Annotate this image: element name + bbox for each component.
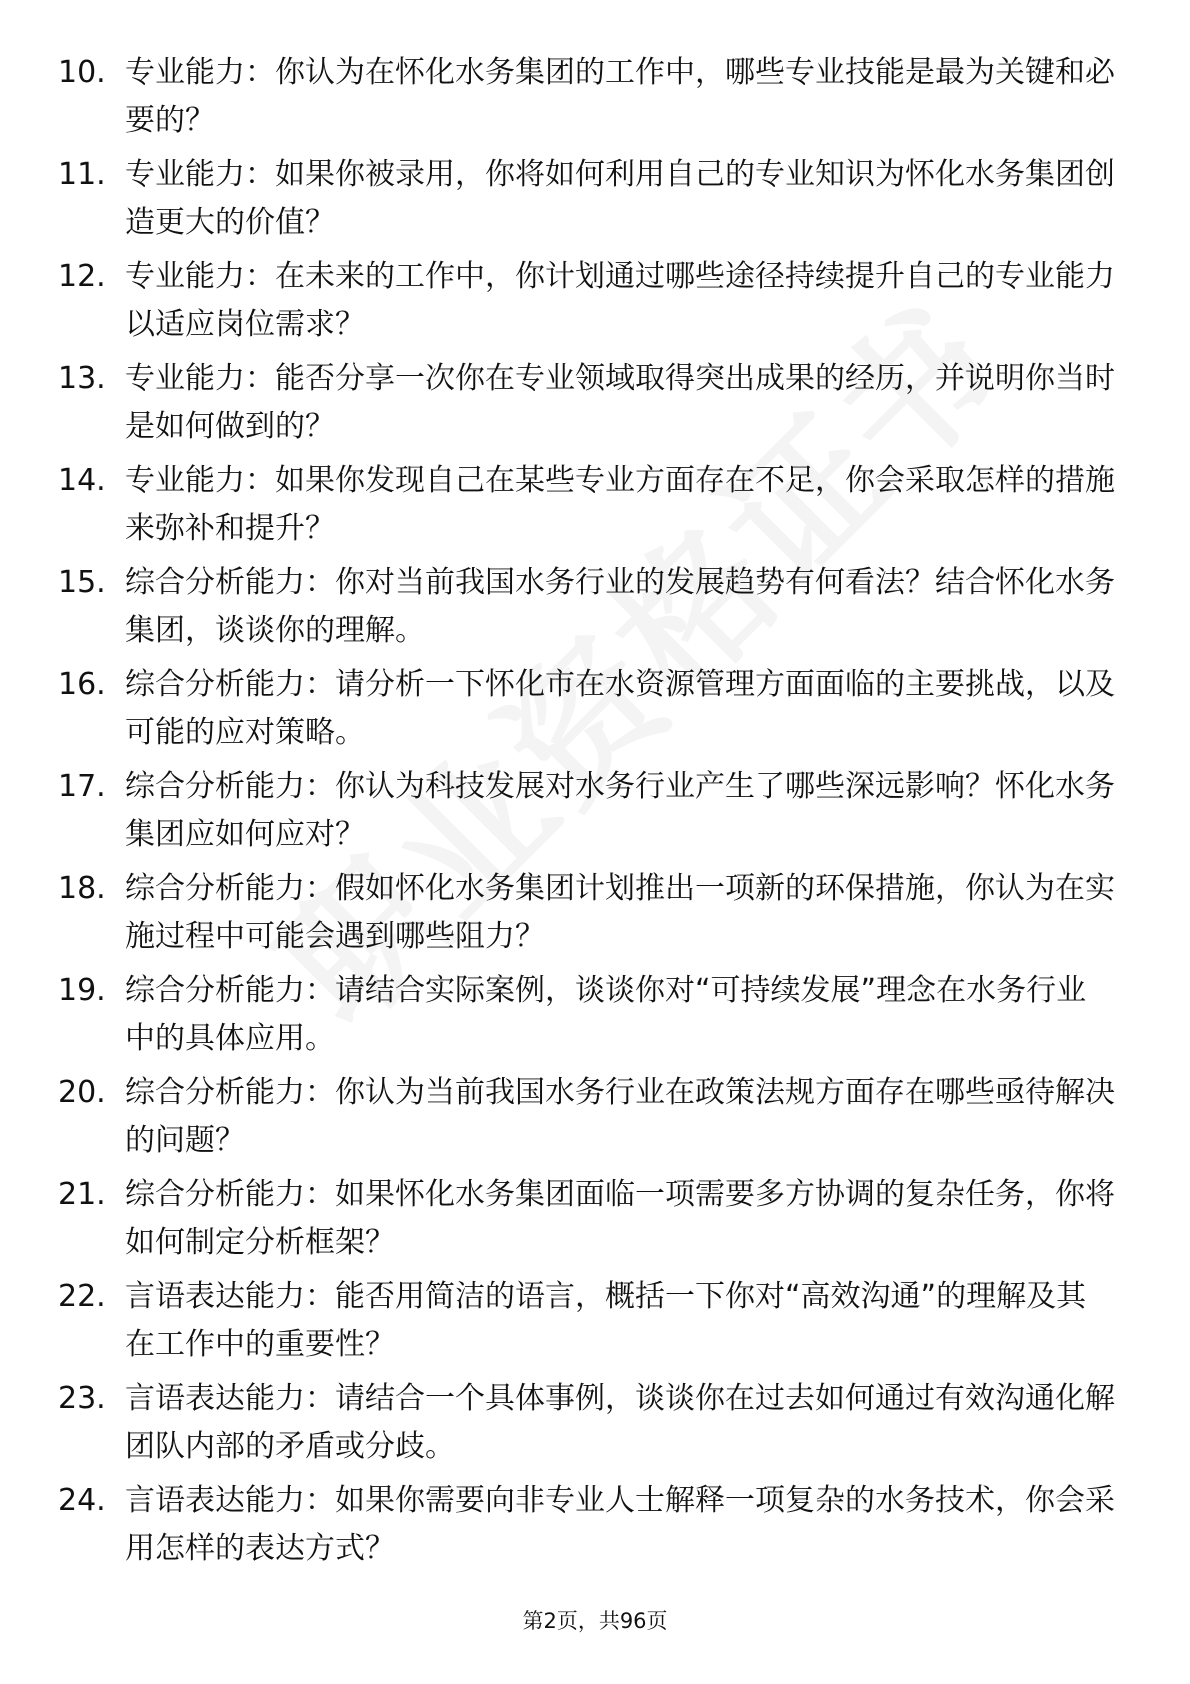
question-item: [0, 151, 1190, 253]
question-text: 言语表达能力：如果你需要向非专业人士解释一项复杂的水务技术，你会采用怎样的表达方式？: [125, 1483, 1115, 1566]
question-text: 综合分析能力：你认为当前我国水务行业在政策法规方面存在哪些亟待解决的问题？: [125, 1075, 1115, 1158]
question-number: 13.: [58, 361, 106, 396]
question-number: 12.: [58, 259, 106, 294]
question-number: 14.: [58, 463, 106, 498]
question-item: [0, 457, 1190, 559]
question-text: 综合分析能力：你对当前我国水务行业的发展趋势有何看法？结合怀化水务集团，谈谈你的理解。: [125, 565, 1115, 648]
question-item: [0, 559, 1190, 661]
question-item: [0, 1069, 1190, 1171]
question-text: 专业能力：在未来的工作中，你计划通过哪些途径持续提升自己的专业能力以适应岗位需求？: [125, 259, 1115, 342]
question-item: [0, 865, 1190, 967]
question-text: 综合分析能力：请结合实际案例，谈谈你对“可持续发展”理念在水务行业中的具体应用。: [125, 973, 1087, 1056]
question-text: 专业能力：能否分享一次你在专业领域取得突出成果的经历，并说明你当时是如何做到的？: [125, 361, 1115, 444]
question-item: [0, 1171, 1190, 1273]
question-item: [0, 967, 1190, 1069]
question-number: 20.: [58, 1075, 106, 1110]
question-text: 综合分析能力：假如怀化水务集团计划推出一项新的环保措施，你认为在实施过程中可能会遇到哪些阻力？: [125, 871, 1115, 954]
question-number: 24.: [58, 1483, 106, 1518]
page-number-label: 第2页，共96页: [522, 1609, 668, 1633]
question-item: [0, 1273, 1190, 1375]
question-item: [0, 1375, 1190, 1477]
question-number: 11.: [58, 157, 106, 192]
question-number: 21.: [58, 1177, 106, 1212]
question-text: 言语表达能力：能否用简洁的语言，概括一下你对“高效沟通”的理解及其在工作中的重要性？: [125, 1279, 1087, 1362]
question-text: 专业能力：如果你发现自己在某些专业方面存在不足，你会采取怎样的措施来弥补和提升？: [125, 463, 1115, 546]
question-number: 16.: [58, 667, 106, 702]
question-number: 23.: [58, 1381, 106, 1416]
question-number: 22.: [58, 1279, 106, 1314]
question-text: 言语表达能力：请结合一个具体事例，谈谈你在过去如何通过有效沟通化解团队内部的矛盾或分歧。: [125, 1381, 1115, 1464]
question-text: 综合分析能力：请分析一下怀化市在水资源管理方面面临的主要挑战，以及可能的应对策略。: [125, 667, 1115, 750]
question-list: [0, 49, 1190, 1579]
question-item: [0, 763, 1190, 865]
page-footer: [0, 1606, 1190, 1636]
question-item: [0, 355, 1190, 457]
question-text: 专业能力：你认为在怀化水务集团的工作中，哪些专业技能是最为关键和必要的？: [125, 55, 1115, 138]
question-item: [0, 253, 1190, 355]
question-item: [0, 49, 1190, 151]
question-number: 10.: [58, 55, 106, 90]
question-text: 专业能力：如果你被录用，你将如何利用自己的专业知识为怀化水务集团创造更大的价值？: [125, 157, 1115, 240]
question-item: [0, 1477, 1190, 1579]
question-number: 15.: [58, 565, 106, 600]
question-number: 18.: [58, 871, 106, 906]
question-number: 17.: [58, 769, 106, 804]
question-number: 19.: [58, 973, 106, 1008]
question-item: [0, 661, 1190, 763]
question-text: 综合分析能力：你认为科技发展对水务行业产生了哪些深远影响？怀化水务集团应如何应对？: [125, 769, 1115, 852]
question-text: 综合分析能力：如果怀化水务集团面临一项需要多方协调的复杂任务，你将如何制定分析框架？: [125, 1177, 1115, 1260]
